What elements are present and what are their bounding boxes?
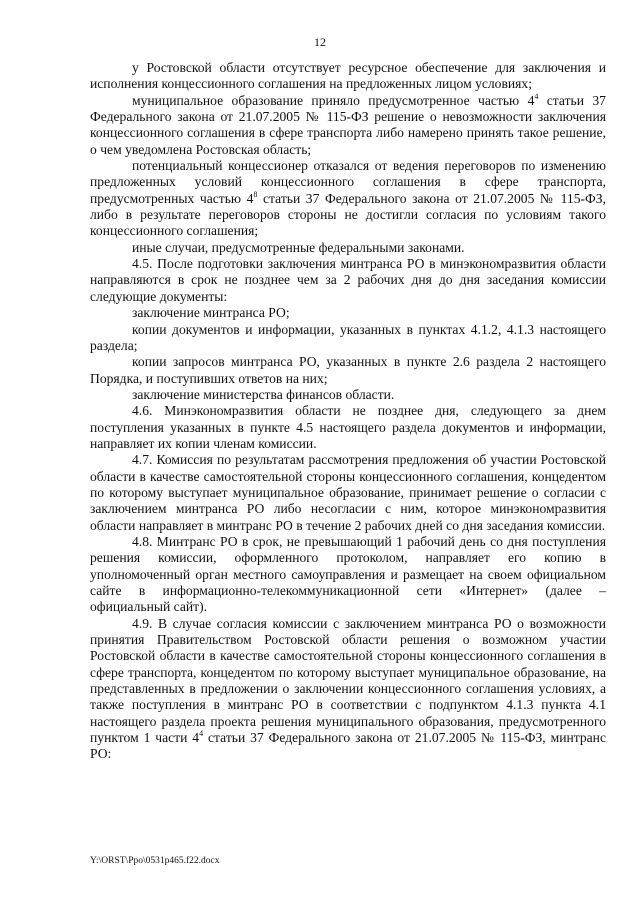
superscript: 8 xyxy=(253,189,258,199)
superscript: 4 xyxy=(199,729,204,739)
paragraph: 4.7. Комиссия по результатам рассмотрения предложения об участии Ростовской области в качестве самостоятельной стороны концессионного соглашения, концедентом по которому выступает муниципальное образование, принимает решение о согласии с заключением минтранса РО либо несогласии с ним, которое минэкономразвития области направляет в минтранс РО в течение 2 рабочих дней со дня заседания комиссии. xyxy=(90,452,606,533)
paragraph: 4.9. В случае согласия комиссии с заключением минтранса РО о возможности принятия Правительством Ростовской области решения о возможном участии Ростовской области в качестве самостоятельной стороны концессионного соглашения в сфере транспорта, концедентом по которому выступает муниципальное образование, на представленных в предложении о заключении концессионного соглашения условиях, а также поступления в минтранс РО в соответствии с подпунктом 4.1.3 пункта 4.1 настоящего раздела проекта решения муниципального образования, предусмотренного пунктом 1 части $4^4$ статьи 37 Федерального закона от 21.07.2005 № 115-ФЗ, минтранс РО: xyxy=(90,615,606,762)
paragraph: 4.5. После подготовки заключения минтранса РО в минэкономразвития области направляются в срок не позднее чем за 2 рабочих дня до дня заседания комиссии следующие документы: xyxy=(90,256,606,304)
paragraph: у Ростовской области отсутствует ресурсное обеспечение для заключения и исполнения концессионного соглашения на предложенных лицом условиях; xyxy=(90,60,606,92)
paragraph: заключение министерства финансов области. xyxy=(132,386,395,402)
paragraph: иные случаи, предусмотренные федеральными законами. xyxy=(132,239,465,255)
page-number: 12 xyxy=(314,35,326,49)
paragraph: муниципальное образование приняло предусмотренное частью $4^4$ статьи 37 Федерального закона от 21.07.2005 № 115-ФЗ решение о невозможности заключения концессионного соглашения в сфере транспорта либо намерено принять такое решение, о чем уведомлена Ростовская область; xyxy=(90,91,606,157)
document-body xyxy=(90,60,606,763)
paragraph: копии документов и информации, указанных в пунктах 4.1.2, 4.1.3 настоящего раздела; xyxy=(90,321,606,353)
paragraph: копии запросов минтранса РО, указанных в пункте 2.6 раздела 2 настоящего Порядка, и поступивших ответов на них; xyxy=(90,354,606,386)
superscript: 4 xyxy=(534,91,539,101)
paragraph: заключение минтранса РО; xyxy=(132,305,290,321)
paragraph: 4.6. Минэкономразвития области не позднее дня, следующего за днем поступления указанных в пункте 4.5 настоящего раздела документов и информации, направляет их копии членам комиссии. xyxy=(90,403,606,451)
paragraph: 4.8. Минтранс РО в срок, не превышающий 1 рабочий день со дня поступления решения комиссии, оформленного протоколом, направляет его копию в уполномоченный орган местного самоуправления и размещает на своем официальном сайте в информационно-телекоммуникационной сети «Интернет» (далее – официальный сайт). xyxy=(90,533,606,615)
paragraph: потенциальный концессионер отказался от ведения переговоров по изменению предложенных условий концессионного соглашения в сфере транспорта, предусмотренных частью $4^8$ статьи 37 Федерального закона от 21.07.2005 № 115-ФЗ, либо в результате переговоров стороны не достигли согласия по условиям такого концессионного соглашения; xyxy=(90,158,606,239)
file-path-footer: Y:\ORST\Ppo\0531p465.f22.docx xyxy=(90,856,220,866)
